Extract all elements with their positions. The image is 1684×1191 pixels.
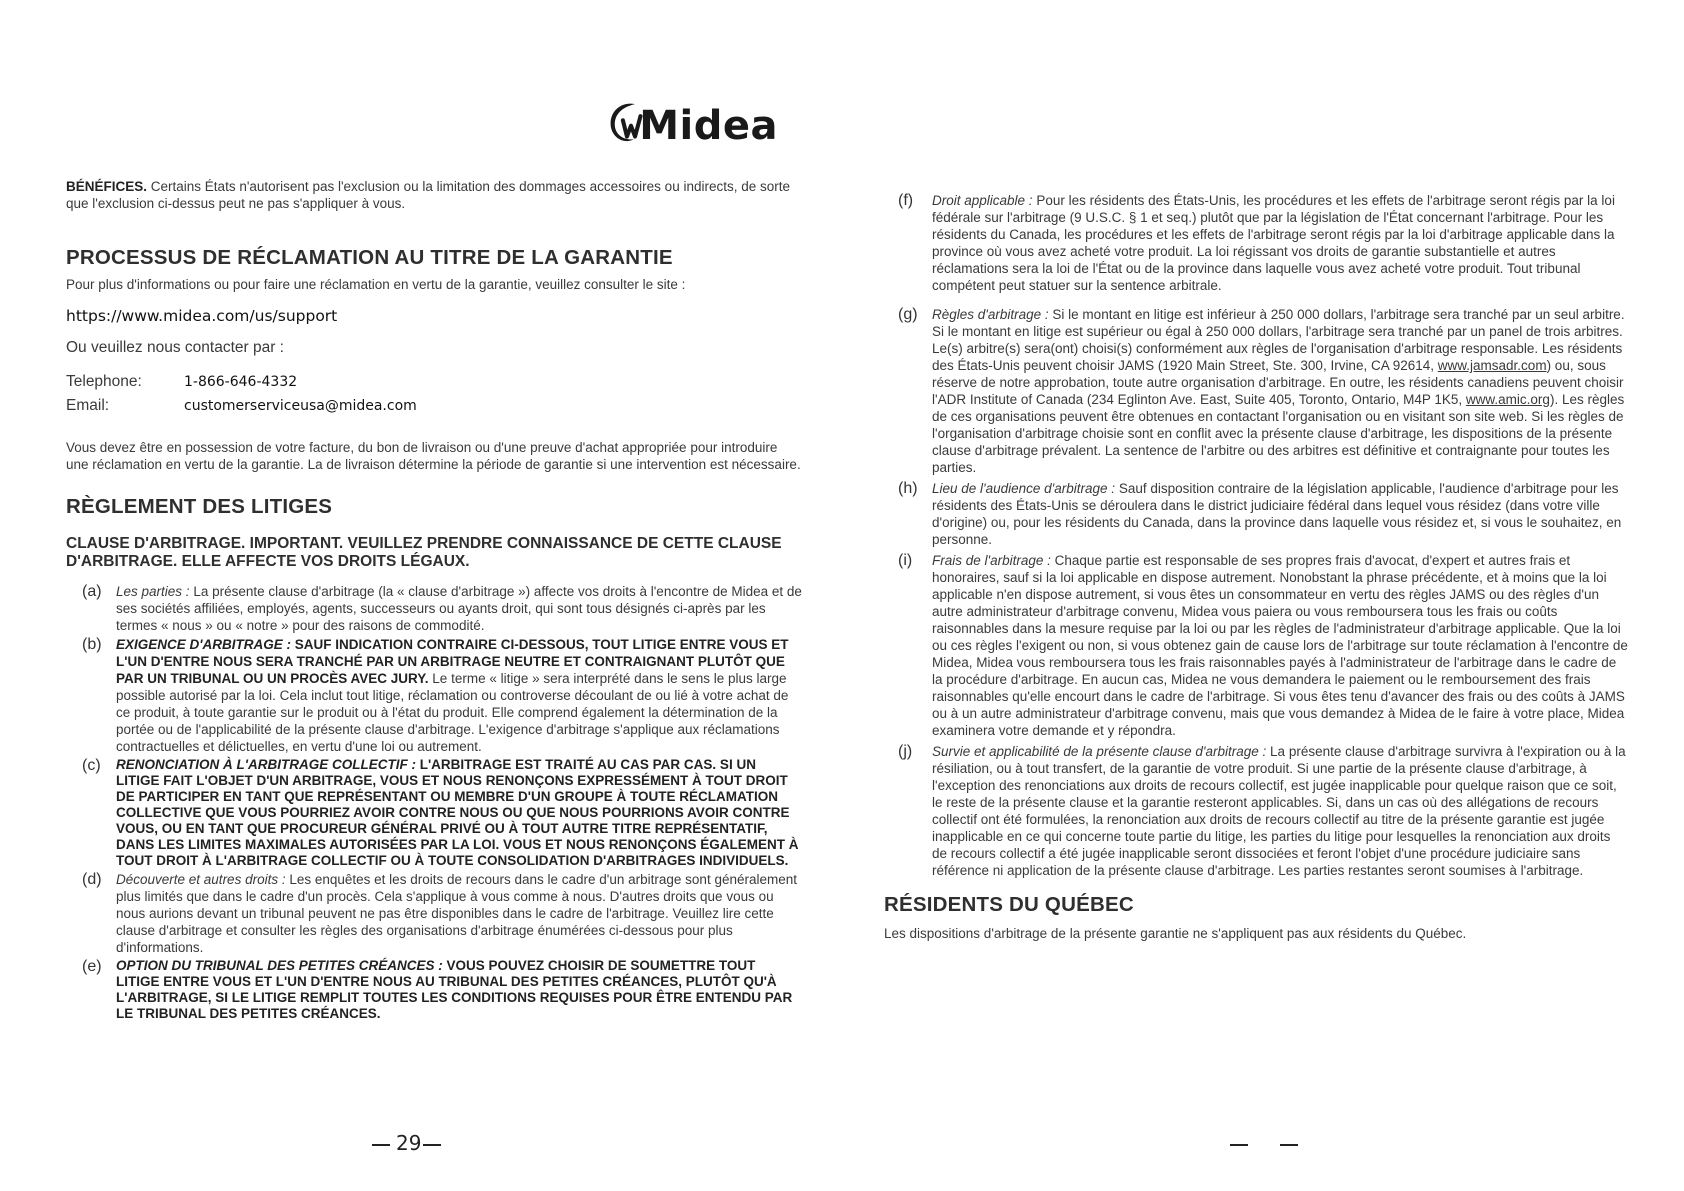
- item-text: [932, 192, 1628, 294]
- right-column: [884, 192, 1628, 942]
- benefits-text: Certains États n'autorisent pas l'exclusion ou la limitation des dommages accessoires ou indirects, de sorte que l'exclusion ci-dessus peut ne pas s'appliquer à vous.: [66, 179, 791, 211]
- email-label: Email:: [66, 397, 110, 414]
- item-lead: Droit applicable :: [932, 193, 1033, 208]
- item-body: ). Les règles de ces organisations peuvent être obtenues en contactant l'organisation ou en visitant son site web. Si les règles de l'organisation d'arbitrage choisie sont en conflit avec la présente clause d'arbitrage, les dispositions de la présente clause d'arbitrage prévalent. La sentence de l'arbitre ou des arbitres est définitive et contraignante pour toutes les parties.: [932, 392, 1625, 475]
- footer-dash-left-2: [1230, 1144, 1248, 1146]
- item-text: [116, 958, 802, 1022]
- item-lead: OPTION DU TRIBUNAL DES PETITES CRÉANCES :: [116, 958, 443, 973]
- support-url-link[interactable]: https://www.midea.com/us/support: [66, 307, 338, 325]
- item-lead: Règles d'arbitrage :: [932, 307, 1049, 322]
- disputes-title: RÈGLEMENT DES LITIGES: [66, 495, 333, 518]
- item-body: Le terme « litige » sera interprété dans le sens le plus large possible autorisé par la loi. Cela inclut tout litige, réclamation ou controverse découlant de ou lié à votre achat de ce produit, à toute garantie sur le produit ou à l'état du produit. Elle comprend également la détermination de la portée ou de l'applicabilité de la présente clause d'arbitrage. L'exigence d'arbitrage s'applique aux réclamations contractuelles et délictuelles, en vertu d'une loi ou autrement.: [116, 671, 789, 754]
- phone-row: [66, 373, 802, 391]
- item-marker: (b): [82, 636, 102, 653]
- item-text: [932, 552, 1628, 739]
- item-body: Chaque partie est responsable de ses propres frais d'avocat, d'expert et autres frais et honoraires, sauf si la loi applicable en dispose autrement. Nonobstant la phrase précédente, et à moins que la loi applicable n'en dispose autrement, si vous êtes un consommateur en vertu des règles JAMS ou des règles d'un autre administrateur d'arbitrage convenu, Midea vous paiera ou vous remboursera tous les frais ou coûts raisonnables dans la mesure requise par la loi ou par les règles de l'administrateur d'arbitrage applicable. Que la loi ou ces règles l'exigent ou non, si vous obtenez gain de cause lors de l'arbitrage sur toute réclamation à l'encontre de Midea, Midea vous remboursera tous les frais raisonnables payés à l'administrateur de l'arbitrage dans le cadre de la procédure d'arbitrage. En aucun cas, Midea ne vous demandera le paiement ou le remboursement des frais raisonnables qu'elle encourt dans le cadre de l'arbitrage. Si vous êtes tenu d'avancer des frais ou des coûts à JAMS ou à un autre administrateur d'arbitrage convenu, mais que vous demandez à Midea de le faire à votre place, Midea examinera votre demande et y répondra.: [932, 553, 1628, 738]
- page-number: 29: [396, 1131, 422, 1155]
- item-text: [932, 743, 1628, 879]
- list-item: [66, 958, 802, 1022]
- footer-dash-right-2: [1280, 1144, 1298, 1146]
- item-lead: EXIGENCE D'ARBITRAGE :: [116, 637, 291, 652]
- amic-link[interactable]: www.amic.org: [1465, 392, 1550, 407]
- item-body: La présente clause d'arbitrage (la « clause d'arbitrage ») affecte vos droits à l'encontre de Midea et de ses sociétés affiliées, employés, agents, successeurs ou ayants droit, qui sont tous désignés ci-après par les termes « nous » ou « notre » pour des raisons de commodité.: [116, 584, 802, 633]
- quebec-title: RÉSIDENTS DU QUÉBEC: [884, 893, 1134, 916]
- item-body: Pour les résidents des États-Unis, les procédures et les effets de l'arbitrage seront régis par la loi fédérale sur l'arbitrage (9 U.S.C. § 1 et seq.) plutôt que par la législation de l'État concernant l'arbitrage. Pour les résidents du Canada, les procédures et les effets de l'arbitrage seront régis par la loi d'arbitrage applicable dans la province où vous avez acheté votre produit. La loi régissant vos droits de garantie substantielle et autres réclamations sera la loi de l'État ou de la province dans laquelle vous avez acheté votre produit. Tout tribunal compétent peut statuer sur la sentence arbitrale.: [932, 193, 1615, 293]
- item-lead: Survie et applicabilité de la présente clause d'arbitrage :: [932, 744, 1267, 759]
- item-marker: (c): [82, 757, 101, 774]
- warranty-intro: Pour plus d'informations ou pour faire une réclamation en vertu de la garantie, veuillez consulter le site :: [66, 277, 686, 292]
- warranty-process-title: PROCESSUS DE RÉCLAMATION AU TITRE DE LA GARANTIE: [66, 246, 673, 269]
- midea-logo: [608, 88, 778, 158]
- item-marker: (d): [82, 871, 102, 888]
- jamsadr-link[interactable]: www.jamsadr.com: [1437, 358, 1547, 373]
- quebec-text: Les dispositions d'arbitrage de la présente garantie ne s'appliquent pas aux résidents du Québec.: [884, 926, 1467, 941]
- contact-intro: Ou veuillez nous contacter par :: [66, 339, 284, 356]
- item-caps: SAUF INDICATION CONTRAIRE CI-DESSOUS, TOUT LITIGE ENTRE VOUS ET L'UN D'ENTRE NOUS SERA TRANCHÉ PAR UN ARBITRAGE NEUTRE ET CONTRAIGNANT PLUTÔT QUE PAR UN TRIBUNAL OU UN PROCÈS AVEC JURY.: [116, 637, 789, 686]
- list-item: [66, 757, 802, 869]
- item-text: [116, 636, 802, 755]
- list-item: [898, 306, 1628, 476]
- item-text: [116, 871, 802, 956]
- email-value[interactable]: customerserviceusa@midea.com: [184, 398, 417, 414]
- item-body: ) ou, sous réserve de notre approbation, toute autre organisation d'arbitrage. En outre, les résidents canadiens peuvent choisir l'ADR Institute of Canada (234 Eglinton Ave. East, Suite 405, Toronto, Ontario, M4P 1K5,: [932, 358, 1624, 407]
- footer-dash-right: [423, 1144, 441, 1146]
- item-lead: Les parties :: [116, 584, 190, 599]
- arbitration-clause-title: CLAUSE D'ARBITRAGE. IMPORTANT. VEUILLEZ PRENDRE CONNAISSANCE DE CETTE CLAUSE D'ARBITRAGE. ELLE AFFECTE VOS DROITS LÉGAUX.: [66, 535, 782, 570]
- benefits-paragraph: [66, 178, 802, 212]
- item-text: [932, 480, 1628, 548]
- list-item: [898, 192, 1628, 294]
- footer-dash-left: [372, 1144, 390, 1146]
- item-body: Sauf disposition contraire de la législation applicable, l'audience d'arbitrage pour les résidents des États-Unis se déroulera dans le district judiciaire fédéral dans lequel vous résidez (dans votre ville d'origine) ou, pour les résidents du Canada, dans la province dans laquelle vous résidez et, si vous le souhaitez, en personne.: [932, 481, 1622, 547]
- item-lead: Frais de l'arbitrage :: [932, 553, 1051, 568]
- item-body: Les enquêtes et les droits de recours dans le cadre d'un arbitrage sont généralement plus limités que dans le cadre d'un procès. Cela s'applique à vous comme à nous. D'autres droits que vous ou nous aurions devant un tribunal peuvent ne pas être disponibles dans le cadre de l'arbitrage. Veuillez lire cette clause d'arbitrage et consulter les règles des organisations d'arbitrage énumérées ci-dessous pour plus d'informations.: [116, 872, 798, 955]
- phone-value[interactable]: 1-866-646-4332: [184, 374, 298, 390]
- item-text: [116, 757, 802, 869]
- item-body: La présente clause d'arbitrage survivra à l'expiration ou à la résiliation, ou à tout transfert, de la garantie de votre produit. Si une partie de la présente clause d'arbitrage, à l'exception des renonciations aux droits de recours collectif, est jugée inapplicable pour quelque raison que ce soit, le reste de la présente clause et la garantie resteront applicables. Si, dans un cas où des allégations de recours collectif ont été formulées, la renonciation aux droits de recours collectif au titre de la présente garantie est jugée inapplicable en ce qui concerne toute partie du litige, les parties du litige pour lesquelles la renonciation aux droits de recours collectif a été jugée inapplicable seront dissociées et feront l'objet d'une procédure judiciaire sans référence ni application de la présente clause d'arbitrage. Les parties restantes seront soumises à l'arbitrage.: [932, 744, 1626, 878]
- midea-logo-text: Midea: [639, 103, 778, 149]
- item-marker: (g): [898, 306, 918, 323]
- item-caps: L'ARBITRAGE EST TRAITÉ AU CAS PAR CAS. SI UN LITIGE FAIT L'OBJET D'UN ARBITRAGE, VOUS ET NOUS RENONÇONS EXPRESSÉMENT À TOUT DROIT DE PARTICIPER EN TANT QUE REPRÉSENTANT OU MEMBRE D'UN GROUPE À TOUTE RÉCLAMATION COLLECTIVE QUE VOUS POURRIEZ AVOIR CONTRE NOUS OU QUE NOUS POURRIONS AVOIR CONTRE VOUS, OU EN TANT QUE PROCUREUR GÉNÉRAL PRIVÉ OU À TOUT AUTRE TITRE REPRÉSENTATIF, DANS LES LIMITES MAXIMALES AUTORISÉES PAR LA LOI. VOUS ET NOUS RENONÇONS ÉGALEMENT À TOUT DROIT À L'ARBITRAGE COLLECTIF OU À TOUTE CONSOLIDATION D'ARBITRAGES INDIVIDUELS.: [116, 757, 799, 868]
- left-column: [66, 178, 802, 1022]
- phone-label: Telephone:: [66, 373, 142, 390]
- list-item: [66, 636, 802, 755]
- list-item: [898, 552, 1628, 739]
- item-marker: (j): [898, 743, 913, 760]
- email-row: [66, 397, 802, 415]
- item-marker: (h): [898, 480, 918, 497]
- item-marker: (f): [898, 192, 914, 209]
- item-text: [932, 306, 1628, 476]
- item-body: Si le montant en litige est inférieur à 250 000 dollars, l'arbitrage sera tranché par un seul arbitre. Si le montant en litige est supérieur ou égal à 250 000 dollars, l'arbitrage sera tranché par un panel de trois arbitres. Le(s) arbitre(s) sera(ont) choisi(s) conformément aux règles de l'organisation d'arbitrage responsable. Les résidents des États-Unis peuvent choisir JAMS (1920 Main Street, Ste. 300, Irvine, CA 92614,: [932, 307, 1625, 373]
- proof-paragraph: Vous devez être en possession de votre facture, du bon de livraison ou d'une preuve d'achat appropriée pour introduire une réclamation en vertu de la garantie. La de livraison détermine la période de garantie si une intervention est nécessaire.: [66, 440, 801, 472]
- item-lead: Découverte et autres droits :: [116, 872, 286, 887]
- benefits-lead: BÉNÉFICES.: [66, 179, 148, 194]
- item-lead: Lieu de l'audience d'arbitrage :: [932, 481, 1116, 496]
- list-item: [66, 871, 802, 956]
- item-marker: (e): [82, 958, 102, 975]
- item-caps: VOUS POUVEZ CHOISIR DE SOUMETTRE TOUT LITIGE ENTRE VOUS ET L'UN D'ENTRE NOUS AU TRIBUNAL DES PETITES CRÉANCES, PLUTÔT QU'À L'ARBITRAGE, SI LE LITIGE REMPLIT TOUTES LES CONDITIONS REQUISES POUR ÊTRE ENTENDU PAR LE TRIBUNAL DES PETITES CRÉANCES.: [116, 958, 793, 1021]
- list-item: [66, 583, 802, 634]
- item-marker: (i): [898, 552, 913, 569]
- item-lead: RENONCIATION À L'ARBITRAGE COLLECTIF :: [116, 757, 416, 772]
- list-item: [898, 743, 1628, 879]
- item-text: [116, 583, 802, 634]
- item-marker: (a): [82, 583, 102, 600]
- list-item: [898, 480, 1628, 548]
